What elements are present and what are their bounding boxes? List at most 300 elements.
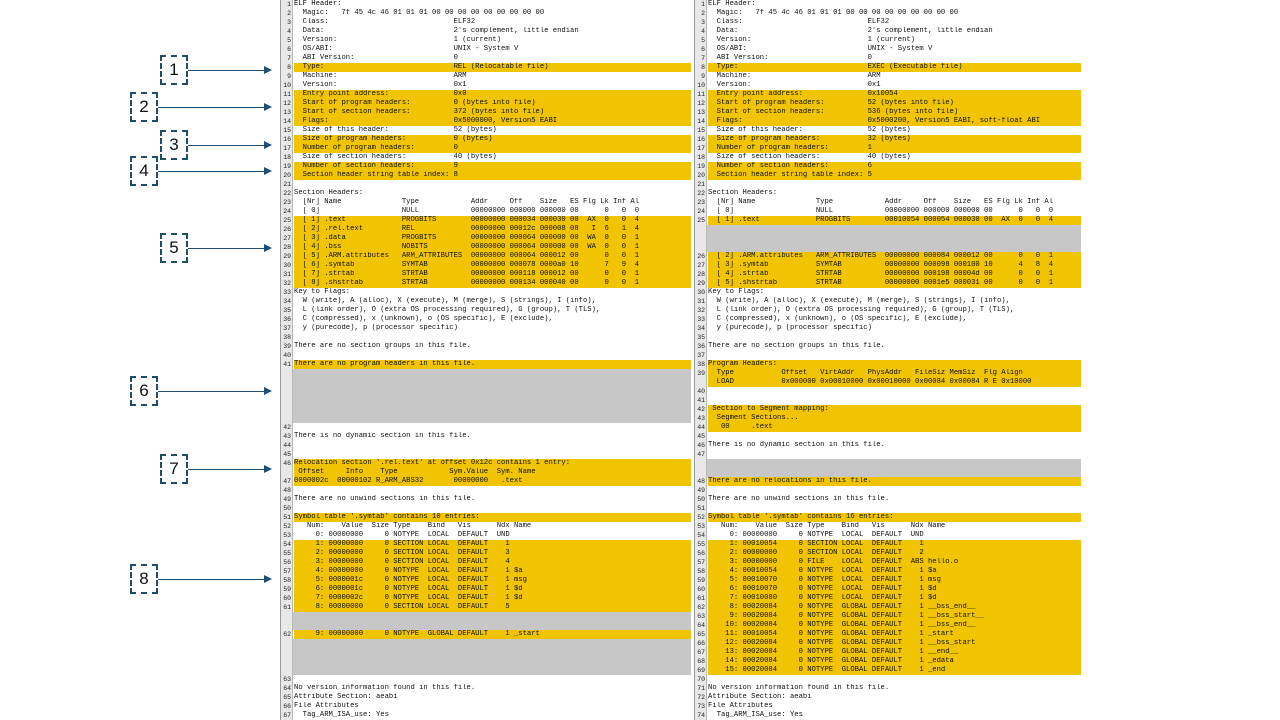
output-line <box>281 576 691 585</box>
line-text: Class: ELF32 <box>294 18 476 26</box>
output-line <box>695 711 1081 720</box>
line-text: Size of section headers: 40 (bytes) <box>294 153 497 161</box>
line-number: 68 <box>697 658 705 665</box>
line-number: 61 <box>697 595 705 602</box>
output-line <box>695 90 1081 99</box>
highlighted-line-text: 8: 00000000 0 SECTION LOCAL DEFAULT 5 <box>294 603 691 612</box>
output-line <box>281 675 691 684</box>
line-number: 31 <box>283 271 291 278</box>
line-number: 37 <box>283 325 291 332</box>
output-line <box>695 108 1081 117</box>
line-text: There is no dynamic section in this file. <box>294 432 471 440</box>
output-line <box>695 342 1081 351</box>
line-number: 33 <box>283 289 291 296</box>
line-number: 65 <box>697 631 705 638</box>
line-number: 24 <box>697 208 705 215</box>
line-text: Num: Value Size Type Bind Vis Ndx Name <box>294 522 532 530</box>
line-number: 42 <box>697 406 705 413</box>
line-number: 32 <box>697 307 705 314</box>
highlighted-line-text: LOAD 0x000000 0x00010000 0x00010000 0x00084 0x00084 R E 0x10000 <box>708 378 1081 387</box>
line-text: C (compressed), x (unknown), o (OS specific), E (exclude), <box>294 315 553 323</box>
line-text: Machine: ARM <box>294 72 467 80</box>
line-text: W (write), A (alloc), X (execute), M (merge), S (strings), I (info), <box>294 297 596 305</box>
line-number: 56 <box>283 559 291 566</box>
line-number: 28 <box>697 271 705 278</box>
output-line <box>695 171 1081 180</box>
highlighted-line-text: [ 1] .text PROGBITS 00010054 000054 000030 00 AX 0 0 4 <box>708 216 1081 225</box>
line-number: 71 <box>697 685 705 692</box>
line-number: 70 <box>697 676 705 683</box>
output-line <box>695 45 1081 54</box>
output-line <box>281 549 691 558</box>
line-number: 49 <box>697 487 705 494</box>
highlighted-line-text: Number of program headers: 0 <box>294 144 691 153</box>
output-line <box>281 243 691 252</box>
highlighted-line-text: Size of program headers: 0 (bytes) <box>294 135 691 144</box>
highlighted-line-text: 13: 00020084 0 NOTYPE GLOBAL DEFAULT 1 __end__ <box>708 648 1081 657</box>
output-line <box>695 351 1081 360</box>
line-number: 55 <box>283 550 291 557</box>
highlighted-line-text: 9: 00020084 0 NOTYPE GLOBAL DEFAULT 1 __bss_start__ <box>708 612 1081 621</box>
output-line <box>695 117 1081 126</box>
callout-arrow-2 <box>158 107 270 108</box>
diff-gap <box>695 459 1081 477</box>
line-text: OS/ABI: UNIX - System V <box>294 45 519 53</box>
highlighted-line-text: 5: 00010070 0 NOTYPE LOCAL DEFAULT 1 msg <box>708 576 1081 585</box>
highlighted-line-text: [ 3] .data PROGBITS 00000000 000064 000000 00 WA 0 0 1 <box>294 234 691 243</box>
line-number: 38 <box>283 334 291 341</box>
output-line <box>281 315 691 324</box>
output-lines <box>695 0 1081 720</box>
highlighted-line-text: 14: 00020084 0 NOTYPE GLOBAL DEFAULT 1 _edata <box>708 657 1081 666</box>
line-text: Tag_ARM_ISA_use: Yes <box>294 711 389 719</box>
output-line <box>281 693 691 702</box>
output-line <box>695 297 1081 306</box>
highlighted-line-text: Relocation section '.rel.text' at offset 0x12c contains 1 entry: <box>294 459 691 468</box>
output-line <box>281 225 691 234</box>
output-line <box>695 612 1081 621</box>
line-number: 30 <box>697 289 705 296</box>
callout-arrow-4 <box>158 171 270 172</box>
output-line <box>695 432 1081 441</box>
output-line <box>695 18 1081 27</box>
callout-label-6: 6 <box>130 376 158 406</box>
output-line <box>281 342 691 351</box>
highlighted-line-text: Entry point address: 0x0 <box>294 90 691 99</box>
output-line <box>281 441 691 450</box>
line-number: 23 <box>697 199 705 206</box>
line-text: Section Headers: <box>294 189 364 197</box>
output-line <box>695 0 1081 9</box>
highlighted-line-text: 2: 00000000 0 SECTION LOCAL DEFAULT 3 <box>294 549 691 558</box>
highlighted-line-text: [ 7] .strtab STRTAB 00000000 000118 000012 00 0 0 1 <box>294 270 691 279</box>
output-line <box>695 198 1081 207</box>
line-number: 57 <box>697 559 705 566</box>
output-line <box>281 234 691 243</box>
line-number: 5 <box>701 37 705 44</box>
output-line <box>281 27 691 36</box>
output-line <box>281 603 691 612</box>
output-line <box>281 126 691 135</box>
line-number: 42 <box>283 424 291 431</box>
output-line <box>281 81 691 90</box>
line-number: 33 <box>697 316 705 323</box>
readelf-output-relocatable <box>280 0 691 720</box>
line-number: 39 <box>697 370 705 377</box>
line-text: ABI Version: 0 <box>708 54 872 62</box>
output-line <box>281 54 691 63</box>
line-text: W (write), A (alloc), X (execute), M (merge), S (strings), I (info), <box>708 297 1010 305</box>
output-line <box>695 423 1081 432</box>
output-line <box>281 63 691 72</box>
highlighted-line-text: 2: 00000000 0 SECTION LOCAL DEFAULT 2 <box>708 549 1081 558</box>
line-number: 19 <box>697 163 705 170</box>
line-number: 20 <box>697 172 705 179</box>
line-number: 2 <box>287 10 291 17</box>
highlighted-line-text: There are no relocations in this file. <box>708 477 1081 486</box>
line-number: 61 <box>283 604 291 611</box>
highlighted-line-text: Type Offset VirtAddr PhysAddr FileSiz MemSiz Flg Align <box>708 369 1081 378</box>
highlighted-line-text: Section header string table index: 5 <box>708 171 1081 180</box>
line-number: 44 <box>283 442 291 449</box>
line-text: 0: 00000000 0 NOTYPE LOCAL DEFAULT UND <box>708 531 924 539</box>
line-number: 16 <box>283 136 291 143</box>
highlighted-line-text: 4: 00010054 0 NOTYPE LOCAL DEFAULT 1 $a <box>708 567 1081 576</box>
line-number: 60 <box>283 595 291 602</box>
highlighted-line-text: [ 4] .bss NOBITS 00000000 000064 000000 00 WA 0 0 1 <box>294 243 691 252</box>
line-text: Data: 2's complement, little endian <box>294 27 579 35</box>
output-line <box>695 603 1081 612</box>
output-line <box>695 36 1081 45</box>
output-line <box>695 657 1081 666</box>
line-number: 25 <box>283 217 291 224</box>
line-number: 1 <box>701 1 705 8</box>
output-line <box>281 90 691 99</box>
line-text: Size of this header: 52 (bytes) <box>294 126 497 134</box>
line-number: 45 <box>283 451 291 458</box>
line-number: 58 <box>283 577 291 584</box>
highlighted-line-text: [ 2] .rel.text REL 00000000 00012c 000008 08 I 6 1 4 <box>294 225 691 234</box>
line-number: 72 <box>697 694 705 701</box>
highlighted-line-text: 3: 00000000 0 FILE LOCAL DEFAULT ABS hello.o <box>708 558 1081 567</box>
highlighted-line-text: Offset Info Type Sym.Value Sym. Name <box>294 468 691 477</box>
output-line <box>695 648 1081 657</box>
line-number: 7 <box>287 55 291 62</box>
line-text: Size of section headers: 40 (bytes) <box>708 153 911 161</box>
output-line <box>281 72 691 81</box>
line-number: 64 <box>283 685 291 692</box>
line-text: Num: Value Size Type Bind Vis Ndx Name <box>708 522 946 530</box>
highlighted-line-text: Start of program headers: 0 (bytes into file) <box>294 99 691 108</box>
line-number: 30 <box>283 262 291 269</box>
line-number: 36 <box>283 316 291 323</box>
line-number: 18 <box>697 154 705 161</box>
line-number: 52 <box>283 523 291 530</box>
highlighted-line-text: Segment Sections... <box>708 414 1081 423</box>
output-line <box>695 486 1081 495</box>
highlighted-line-text: Type: REL (Relocatable file) <box>294 63 691 72</box>
output-line <box>695 558 1081 567</box>
highlighted-line-text: [ 5] .shstrtab STRTAB 00000000 0001e5 000031 00 0 0 1 <box>708 279 1081 288</box>
output-line <box>695 684 1081 693</box>
line-number: 8 <box>287 64 291 71</box>
output-line <box>695 450 1081 459</box>
output-line <box>281 36 691 45</box>
output-line <box>695 549 1081 558</box>
line-number: 26 <box>697 253 705 260</box>
line-number: 51 <box>697 505 705 512</box>
line-text: Version: 1 (current) <box>294 36 502 44</box>
line-number: 35 <box>283 307 291 314</box>
highlighted-line-text: 10: 00020084 0 NOTYPE GLOBAL DEFAULT 1 __bss_end__ <box>708 621 1081 630</box>
line-number: 40 <box>697 388 705 395</box>
diff-gap <box>281 612 691 630</box>
callout-arrow-5 <box>188 248 270 249</box>
line-number: 63 <box>283 676 291 683</box>
line-number: 50 <box>283 505 291 512</box>
output-line <box>695 639 1081 648</box>
line-number: 44 <box>697 424 705 431</box>
line-number: 37 <box>697 352 705 359</box>
line-number: 63 <box>697 613 705 620</box>
line-number: 46 <box>697 442 705 449</box>
line-number: 57 <box>283 568 291 575</box>
line-number: 69 <box>697 667 705 674</box>
line-number: 26 <box>283 226 291 233</box>
line-number: 22 <box>283 190 291 197</box>
line-number: 10 <box>697 82 705 89</box>
diff-gap <box>695 225 1081 252</box>
line-number: 13 <box>283 109 291 116</box>
line-text: Class: ELF32 <box>708 18 890 26</box>
line-number: 6 <box>701 46 705 53</box>
line-number: 9 <box>701 73 705 80</box>
output-line <box>695 153 1081 162</box>
line-number: 65 <box>283 694 291 701</box>
line-number: 54 <box>283 541 291 548</box>
highlighted-line-text: 11: 00010054 0 NOTYPE GLOBAL DEFAULT 1 _start <box>708 630 1081 639</box>
output-line <box>281 270 691 279</box>
output-line <box>695 126 1081 135</box>
callout-arrow-1 <box>188 70 270 71</box>
output-line <box>695 522 1081 531</box>
highlighted-line-text: 7: 00010080 0 NOTYPE LOCAL DEFAULT 1 $d <box>708 594 1081 603</box>
line-number: 32 <box>283 280 291 287</box>
callout-label-4: 4 <box>130 156 158 186</box>
highlighted-line-text: 6: 0000001c 0 NOTYPE LOCAL DEFAULT 1 $d <box>294 585 691 594</box>
line-text: There is no dynamic section in this file. <box>708 441 885 449</box>
diff-gap <box>281 639 691 675</box>
line-number: 28 <box>283 244 291 251</box>
output-line <box>695 477 1081 486</box>
line-text: There are no unwind sections in this file. <box>708 495 890 503</box>
line-text: [Nr] Name Type Addr Off Size ES Flg Lk Inf Al <box>708 198 1054 206</box>
line-text: There are no section groups in this file. <box>708 342 885 350</box>
output-line <box>695 675 1081 684</box>
line-number: 2 <box>701 10 705 17</box>
line-text: Version: 1 (current) <box>708 36 916 44</box>
output-line <box>695 630 1081 639</box>
output-line <box>695 405 1081 414</box>
highlighted-line-text: [ 8] .shstrtab STRTAB 00000000 000134 000040 00 0 0 1 <box>294 279 691 288</box>
highlighted-line-text: [ 2] .ARM.attributes ARM_ATTRIBUTES 00000000 000084 000012 00 0 0 1 <box>708 252 1081 261</box>
output-line <box>695 315 1081 324</box>
output-line <box>281 198 691 207</box>
output-line <box>281 423 691 432</box>
output-line <box>695 144 1081 153</box>
highlighted-line-text: Start of section headers: 372 (bytes into file) <box>294 108 691 117</box>
output-line <box>695 369 1081 378</box>
line-text: y (purecode), p (processor specific) <box>294 324 458 332</box>
line-text: L (link order), O (extra OS processing required), G (group), T (TLS), <box>708 306 1015 314</box>
line-number: 48 <box>697 478 705 485</box>
line-number: 27 <box>283 235 291 242</box>
output-line <box>281 153 691 162</box>
line-number: 60 <box>697 586 705 593</box>
output-line <box>281 567 691 576</box>
output-line <box>695 540 1081 549</box>
highlighted-line-text: 5: 0000001c 0 NOTYPE LOCAL DEFAULT 1 msg <box>294 576 691 585</box>
line-text: File Attributes <box>294 702 359 710</box>
output-line <box>695 333 1081 342</box>
line-text: OS/ABI: UNIX - System V <box>708 45 933 53</box>
output-line <box>695 162 1081 171</box>
line-number: 50 <box>697 496 705 503</box>
output-line <box>695 666 1081 675</box>
line-number: 22 <box>697 190 705 197</box>
output-line <box>695 135 1081 144</box>
output-line <box>695 180 1081 189</box>
line-number: 6 <box>287 46 291 53</box>
line-text: Machine: ARM <box>708 72 881 80</box>
output-line <box>695 378 1081 387</box>
output-line <box>695 594 1081 603</box>
highlighted-line-text: Symbol table '.symtab' contains 10 entries: <box>294 513 691 522</box>
line-number: 43 <box>283 433 291 440</box>
line-number: 8 <box>701 64 705 71</box>
highlighted-line-text: Symbol table '.symtab' contains 16 entries: <box>708 513 1081 522</box>
output-line <box>281 216 691 225</box>
output-line <box>281 189 691 198</box>
output-line <box>281 99 691 108</box>
output-line <box>695 288 1081 297</box>
highlighted-line-text: Start of program headers: 52 (bytes into file) <box>708 99 1081 108</box>
output-line <box>281 45 691 54</box>
output-line <box>281 333 691 342</box>
line-number: 49 <box>283 496 291 503</box>
line-number: 64 <box>697 622 705 629</box>
highlighted-line-text: 1: 00010054 0 SECTION LOCAL DEFAULT 1 <box>708 540 1081 549</box>
output-line <box>281 180 691 189</box>
line-text: No version information found in this file. <box>708 684 890 692</box>
highlighted-line-text: Flags: 0x5000200, Version5 EABI, soft-float ABI <box>708 117 1081 126</box>
line-number: 31 <box>697 298 705 305</box>
line-number: 66 <box>697 640 705 647</box>
line-number: 53 <box>697 523 705 530</box>
line-text: [ 0] NULL 00000000 000000 000000 00 0 0 0 <box>294 207 640 215</box>
highlighted-line-text: Type: EXEC (Executable file) <box>708 63 1081 72</box>
highlighted-line-text: 3: 00000000 0 SECTION LOCAL DEFAULT 4 <box>294 558 691 567</box>
line-number: 4 <box>287 28 291 35</box>
output-line <box>695 63 1081 72</box>
output-line <box>281 288 691 297</box>
output-line <box>695 216 1081 225</box>
line-number: 35 <box>697 334 705 341</box>
output-line <box>281 360 691 369</box>
output-line <box>695 702 1081 711</box>
output-line <box>695 189 1081 198</box>
highlighted-line-text: 12: 00020084 0 NOTYPE GLOBAL DEFAULT 1 __bss_start <box>708 639 1081 648</box>
line-number: 66 <box>283 703 291 710</box>
line-text: Magic: 7f 45 4c 46 01 01 01 00 00 00 00 00 00 00 00 00 <box>294 9 545 17</box>
line-number: 58 <box>697 568 705 575</box>
output-line <box>695 54 1081 63</box>
callout-label-2: 2 <box>130 92 158 122</box>
output-line <box>281 531 691 540</box>
highlighted-line-text: 7: 0000002c 0 NOTYPE LOCAL DEFAULT 1 $d <box>294 594 691 603</box>
line-number: 12 <box>283 100 291 107</box>
output-line <box>281 450 691 459</box>
highlighted-line-text: Number of program headers: 1 <box>708 144 1081 153</box>
output-line <box>281 540 691 549</box>
output-line <box>695 99 1081 108</box>
line-number: 17 <box>697 145 705 152</box>
line-text: Key to Flags: <box>708 288 765 296</box>
line-text: Magic: 7f 45 4c 46 01 01 01 00 00 00 00 00 00 00 00 00 <box>708 9 959 17</box>
highlighted-line-text: Section header string table index: 8 <box>294 171 691 180</box>
line-number: 47 <box>283 478 291 485</box>
diff-gap-fill <box>293 369 691 423</box>
output-line <box>281 513 691 522</box>
line-number: 11 <box>283 91 291 98</box>
output-line <box>695 279 1081 288</box>
line-number: 45 <box>697 433 705 440</box>
line-number: 12 <box>697 100 705 107</box>
line-number: 53 <box>283 532 291 539</box>
line-number: 29 <box>697 280 705 287</box>
highlighted-line-text: Number of section headers: 9 <box>294 162 691 171</box>
highlighted-line-text: [ 1] .text PROGBITS 00000000 000034 000030 00 AX 0 0 4 <box>294 216 691 225</box>
output-line <box>281 630 691 639</box>
line-text: Version: 0x1 <box>294 81 467 89</box>
line-text: Attribute Section: aeabi <box>294 693 398 701</box>
callout-label-1: 1 <box>160 55 188 85</box>
output-line <box>281 468 691 477</box>
line-text: ELF Header: <box>708 0 756 8</box>
output-line <box>695 270 1081 279</box>
callout-label-5: 5 <box>160 233 188 263</box>
output-line <box>695 306 1081 315</box>
highlighted-line-text: 0000002c 00000102 R_ARM_ABS32 00000000 .text <box>294 477 691 486</box>
line-number: 36 <box>697 343 705 350</box>
line-number: 1 <box>287 1 291 8</box>
callout-label-3: 3 <box>160 130 188 160</box>
output-line <box>281 324 691 333</box>
diff-gap-fill <box>293 612 691 630</box>
line-number: 10 <box>283 82 291 89</box>
output-line <box>281 162 691 171</box>
line-number: 9 <box>287 73 291 80</box>
line-text: [ 0] NULL 00000000 000000 000000 00 0 0 0 <box>708 207 1054 215</box>
output-line <box>281 702 691 711</box>
highlighted-line-text: 4: 00000000 0 NOTYPE LOCAL DEFAULT 1 $a <box>294 567 691 576</box>
line-text: Key to Flags: <box>294 288 351 296</box>
line-number: 7 <box>701 55 705 62</box>
line-number: 62 <box>283 631 291 638</box>
line-text: C (compressed), x (unknown), o (OS specific), E (exclude), <box>708 315 967 323</box>
output-line <box>281 351 691 360</box>
line-number: 19 <box>283 163 291 170</box>
